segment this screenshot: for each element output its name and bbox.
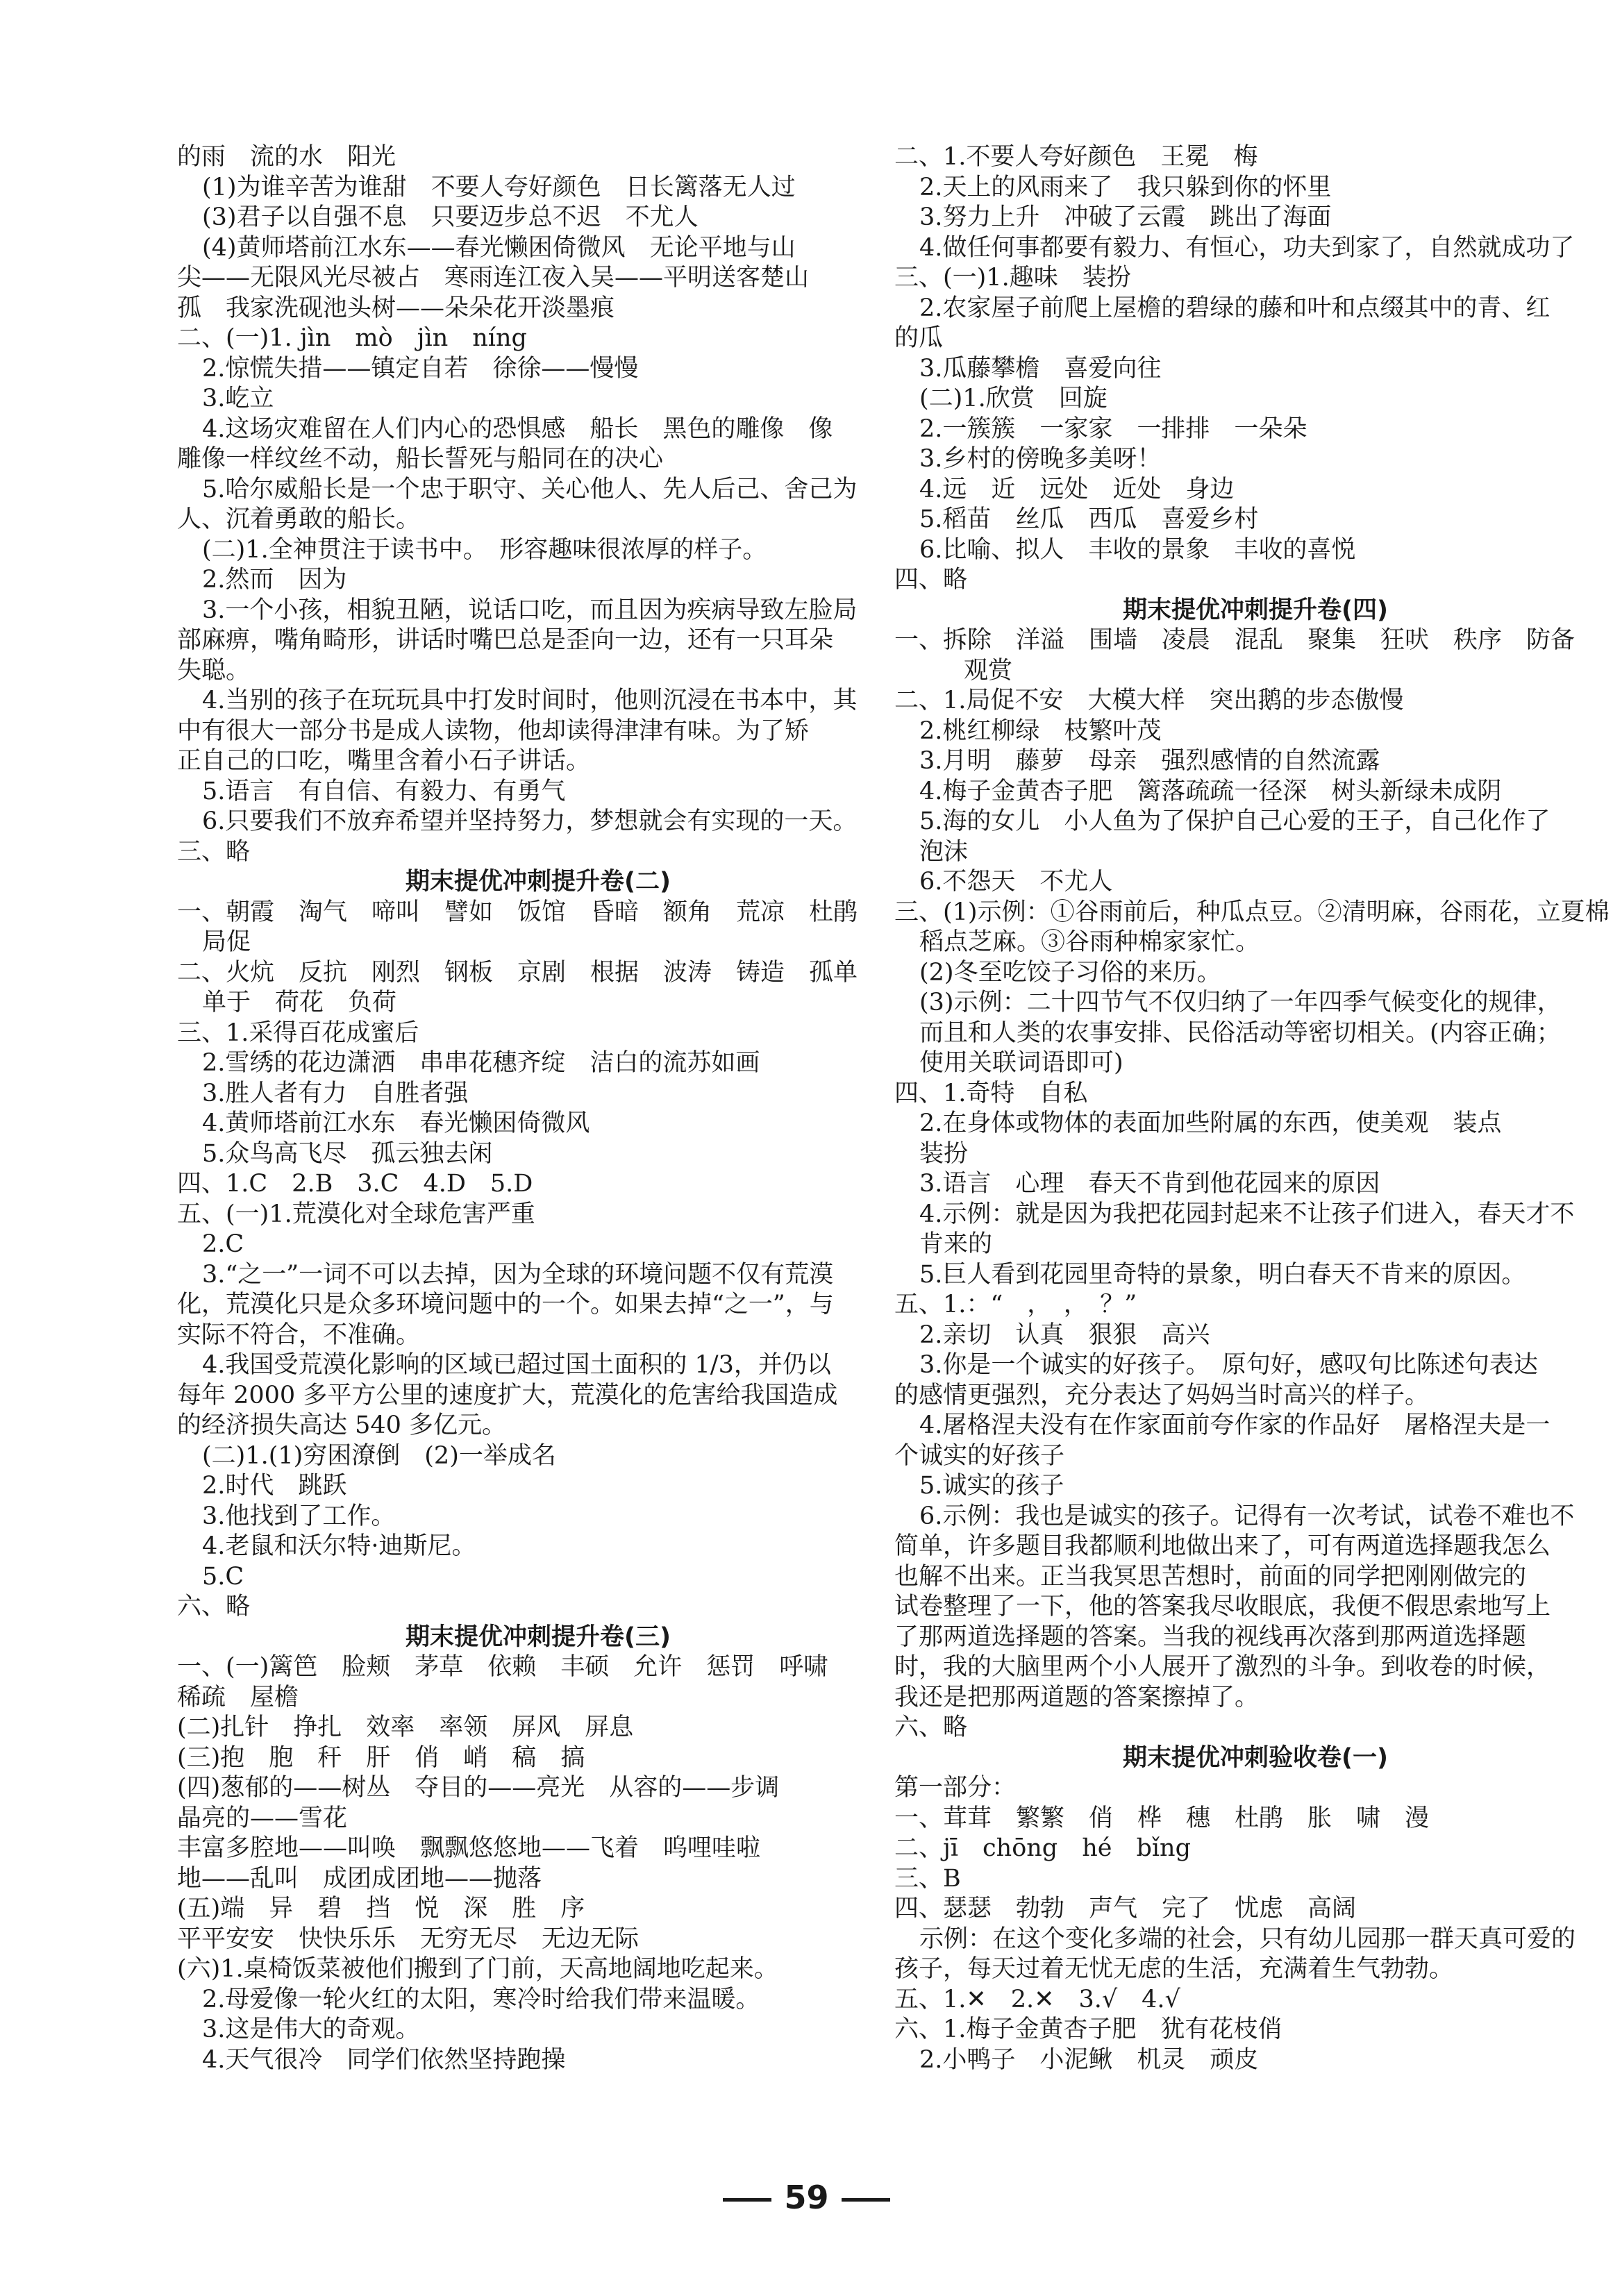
left-answer-line: 五、(一)1.荒漠化对全球危害严重 bbox=[177, 1200, 535, 1228]
left-answer-line: 地——乱叫 成团成团地——抛落 bbox=[177, 1864, 542, 1893]
left-answer-line: (二)扎针 挣扎 效率 率领 屏风 屏息 bbox=[177, 1713, 634, 1741]
right-answer-line: 3.瓜藤攀檐 喜爱向往 bbox=[919, 354, 1162, 383]
right-answer-line: 4.梅子金黄杏子肥 篱落疏疏一径深 树头新绿未成阴 bbox=[919, 777, 1502, 805]
right-answer-line: 3.乡村的傍晚多美呀！ bbox=[919, 445, 1162, 473]
left-answer-line: 3.他找到了工作。 bbox=[202, 1502, 396, 1530]
right-answer-line: 2.桃红柳绿 枝繁叶茂 bbox=[919, 717, 1162, 745]
right-answer-line: 使用关联词语即可) bbox=[919, 1049, 1123, 1077]
left-column bbox=[177, 142, 899, 2075]
right-answer-line: 简单，许多题目我都顺利地做出来了，可有两道选择题我怎么 bbox=[894, 1532, 1551, 1560]
right-answer-line: 五、1.✕ 2.✕ 3.√ 4.√ bbox=[894, 1985, 1180, 2013]
right-answer-line: 五、1.：“ ， ， ？” bbox=[894, 1291, 1137, 1318]
right-answer-line: 而且和人类的农事安排、民俗活动等密切相关。(内容正确； bbox=[919, 1019, 1561, 1047]
left-answer-line: 部麻痹，嘴角畸形，讲话时嘴巴总是歪向一边，还有一只耳朵 bbox=[177, 626, 834, 654]
right-answer-line: 试卷整理了一下，他的答案我尽收眼底，我便不假思索地写上 bbox=[894, 1593, 1551, 1620]
right-answer-line: (3)示例：二十四节气不仅归纳了一年四季气候变化的规律， bbox=[919, 989, 1562, 1016]
right-answer-line: (二)1.欣赏 回旋 bbox=[919, 385, 1108, 412]
right-column bbox=[894, 142, 1613, 2075]
page-number-text: 59 bbox=[784, 2179, 829, 2216]
left-answer-line: 三、1.采得百花成蜜后 bbox=[177, 1019, 419, 1047]
right-answer-line: 5.海的女儿 小人鱼为了保护自己心爱的王子，自己化作了 bbox=[919, 807, 1551, 835]
right-answer-line: 3.努力上升 冲破了云霞 跳出了海面 bbox=[919, 203, 1332, 231]
right-answer-line: 3.月明 藤萝 母亲 强烈感情的自然流露 bbox=[919, 747, 1380, 775]
left-answer-line: (四)葱郁的——树丛 夺目的——亮光 从容的——步调 bbox=[177, 1774, 780, 1802]
right-answer-line: 的感情更强烈，充分表达了妈妈当时高兴的样子。 bbox=[894, 1381, 1430, 1409]
left-answer-line: 单于 荷花 负荷 bbox=[202, 989, 397, 1016]
left-answer-line: 的雨 流的水 阳光 bbox=[177, 143, 396, 171]
left-answer-line: (4)黄师塔前江水东——春光懒困倚微风 无论平地与山 bbox=[202, 233, 796, 262]
right-answer-line: 6.比喻、拟人 丰收的景象 丰收的喜悦 bbox=[919, 535, 1356, 564]
left-answer-line: 正自己的口吃，嘴里含着小石子讲话。 bbox=[177, 747, 591, 775]
right-answer-line: 3.语言 心理 春天不肯到他花园来的原因 bbox=[919, 1170, 1380, 1198]
right-answer-line: 四、1.奇特 自私 bbox=[894, 1079, 1088, 1107]
right-answer-line: 四、略 bbox=[894, 566, 968, 594]
right-answer-line: 三、B bbox=[894, 1864, 961, 1893]
left-answer-line: 4.这场灾难留在人们内心的恐惧感 船长 黑色的雕像 像 bbox=[202, 414, 833, 443]
right-answer-line: 2.天上的风雨来了 我只躲到你的怀里 bbox=[919, 173, 1332, 201]
right-answer-line: 5.稻苗 丝瓜 西瓜 喜爱乡村 bbox=[919, 505, 1259, 533]
right-answer-line: 示例：在这个变化多端的社会，只有幼儿园那一群天真可爱的 bbox=[919, 1925, 1576, 1953]
left-answer-line: 中有很大一部分书是成人读物，他却读得津津有味。为了矫 bbox=[177, 717, 810, 745]
left-answer-line: 5.语言 有自信、有毅力、有勇气 bbox=[202, 777, 566, 805]
right-answer-line: 六、1.梅子金黄杏子肥 犹有花枝俏 bbox=[894, 2016, 1282, 2043]
left-answer-line: (二)1.(1)穷困潦倒 (2)一举成名 bbox=[202, 1441, 556, 1470]
right-answer-line: 三、(一)1.趣味 装扮 bbox=[894, 264, 1131, 292]
right-answer-line: 2.小鸭子 小泥鳅 机灵 顽皮 bbox=[919, 2045, 1259, 2074]
left-answer-line: 3.一个小孩，相貌丑陋，说话口吃，而且因为疾病导致左脸局 bbox=[202, 596, 858, 624]
right-answer-line: 三、(1)示例：①谷雨前后，种瓜点豆。②清明麻，谷雨花，立夏棉 bbox=[894, 898, 1610, 926]
left-answer-line: 3.这是伟大的奇观。 bbox=[202, 2016, 420, 2043]
left-answer-line: 4.我国受荒漠化影响的区域已超过国土面积的 1/3，并仍以 bbox=[202, 1351, 831, 1379]
left-answer-line: 四、1.C 2.B 3.C 4.D 5.D bbox=[177, 1170, 533, 1198]
right-answer-line: 时，我的大脑里两个小人展开了激烈的斗争。到收卷的时候， bbox=[894, 1653, 1551, 1681]
left-answer-line: 2.惊慌失措——镇定自若 徐徐——慢慢 bbox=[202, 354, 639, 383]
right-answer-line: 6.不怨天 不尤人 bbox=[919, 868, 1113, 896]
right-answer-line: 六、略 bbox=[894, 1713, 968, 1741]
right-answer-line: 四、瑟瑟 勃勃 声气 完了 忧虑 高阔 bbox=[894, 1895, 1357, 1922]
page-number-dash-left bbox=[723, 2198, 771, 2202]
left-answer-line: 实际不符合，不准确。 bbox=[177, 1321, 421, 1349]
left-answer-line: 雕像一样纹丝不动，船长誓死与船同在的决心 bbox=[177, 445, 664, 473]
left-answer-line: 2.雪绣的花边潇洒 串串花穗齐绽 洁白的流苏如画 bbox=[202, 1049, 760, 1077]
left-section-heading: 期末提优冲刺提升卷(二) bbox=[406, 868, 671, 896]
left-answer-line: 平平安安 快快乐乐 无穷无尽 无边无际 bbox=[177, 1925, 640, 1953]
page-number bbox=[0, 2179, 1613, 2216]
left-answer-line: (二)1.全神贯注于读书中。 形容趣味很浓厚的样子。 bbox=[202, 535, 767, 564]
right-answer-line: 2.一簇簇 一家家 一排排 一朵朵 bbox=[919, 414, 1307, 443]
left-answer-line: 3.“之一”一词不可以去掉，因为全球的环境问题不仅有荒漠 bbox=[202, 1260, 834, 1289]
right-answer-line: 稻点芝麻。③谷雨种棉家家忙。 bbox=[919, 928, 1260, 956]
left-answer-line: 3.胜人者有力 自胜者强 bbox=[202, 1079, 469, 1107]
left-answer-line: 2.母爱像一轮火红的太阳，寒冷时给我们带来温暖。 bbox=[202, 1985, 760, 2013]
left-section-heading: 期末提优冲刺提升卷(三) bbox=[406, 1623, 671, 1651]
left-answer-line: 失聪。 bbox=[177, 656, 251, 685]
right-answer-line: 孩子，每天过着无忧无虑的生活，充满着生气勃勃。 bbox=[894, 1955, 1454, 1983]
left-answer-line: 4.当别的孩子在玩玩具中打发时间时，他则沉浸在书本中，其 bbox=[202, 687, 858, 714]
right-answer-line: 的瓜 bbox=[894, 324, 944, 352]
right-answer-line: 了那两道选择题的答案。当我的视线再次落到那两道选择题 bbox=[894, 1623, 1527, 1651]
left-answer-line: (五)端 异 碧 挡 悦 深 胜 序 bbox=[177, 1895, 585, 1922]
left-answer-line: 4.天气很冷 同学们依然坚持跑操 bbox=[202, 2045, 566, 2074]
left-answer-line: 二、火炕 反抗 刚烈 钢板 京剧 根据 波涛 铸造 孤单 bbox=[177, 958, 858, 987]
left-answer-line: 5.哈尔威船长是一个忠于职守、关心他人、先人后己、舍己为 bbox=[202, 475, 858, 503]
right-answer-line: 一、茸茸 繁繁 俏 桦 穗 杜鹃 胀 啸 漫 bbox=[894, 1804, 1430, 1832]
left-answer-line: 二、(一)1. jìn mò jìn níng bbox=[177, 324, 527, 352]
left-answer-line: (3)君子以自强不息 只要迈步总不迟 不尤人 bbox=[202, 203, 699, 231]
right-section-heading: 期末提优冲刺验收卷(一) bbox=[1123, 1743, 1388, 1772]
left-answer-line: 5.众鸟高飞尽 孤云独去闲 bbox=[202, 1139, 493, 1168]
left-answer-line: 孤 我家洗砚池头树——朵朵花开淡墨痕 bbox=[177, 294, 615, 322]
right-answer-line: 4.屠格涅夫没有在作家面前夸作家的作品好 屠格涅夫是一 bbox=[919, 1411, 1551, 1439]
right-answer-line: 第一部分： bbox=[894, 1774, 1017, 1802]
left-answer-line: 4.老鼠和沃尔特·迪斯尼。 bbox=[202, 1532, 476, 1560]
right-answer-line: 一、拆除 洋溢 围墙 凌晨 混乱 聚集 狂吠 秩序 防备 bbox=[894, 626, 1576, 654]
right-answer-line: 4.远 近 远处 近处 身边 bbox=[919, 475, 1235, 503]
right-answer-line: 我还是把那两道题的答案擦掉了。 bbox=[894, 1683, 1260, 1711]
right-answer-line: 6.示例：我也是诚实的孩子。记得有一次考试，试卷不难也不 bbox=[919, 1502, 1575, 1530]
left-answer-line: 的经济损失高达 540 多亿元。 bbox=[177, 1411, 507, 1439]
right-answer-line: 装扮 bbox=[919, 1139, 969, 1168]
left-answer-line: 每年 2000 多平方公里的速度扩大，荒漠化的危害给我国造成 bbox=[177, 1381, 838, 1409]
right-answer-line: 2.农家屋子前爬上屋檐的碧绿的藤和叶和点缀其中的青、红 bbox=[919, 294, 1551, 322]
right-answer-line: 3.你是一个诚实的好孩子。 原句好，感叹句比陈述句表达 bbox=[919, 1351, 1538, 1379]
left-answer-line: 4.黄师塔前江水东 春光懒困倚微风 bbox=[202, 1109, 590, 1137]
left-answer-line: (三)抱 胞 秆 肝 俏 峭 稿 搞 bbox=[177, 1743, 585, 1772]
left-answer-line: (1)为谁辛苦为谁甜 不要人夸好颜色 日长篱落无人过 bbox=[202, 173, 796, 201]
right-answer-line: 4.示例：就是因为我把花园封起来不让孩子们进入，春天才不 bbox=[919, 1200, 1575, 1228]
left-answer-line: 化，荒漠化只是众多环境问题中的一个。如果去掉“之一”，与 bbox=[177, 1291, 834, 1318]
right-answer-line: 5.巨人看到花园里奇特的景象，明白春天不肯来的原因。 bbox=[919, 1260, 1526, 1289]
left-answer-line: 尖——无限风光尽被占 寒雨连江夜入吴——平明送客楚山 bbox=[177, 264, 810, 292]
right-section-heading: 期末提优冲刺提升卷(四) bbox=[1123, 596, 1388, 624]
left-answer-line: 晶亮的——雪花 bbox=[177, 1804, 348, 1832]
left-answer-line: 六、略 bbox=[177, 1593, 251, 1620]
page-number-dash-right bbox=[842, 2198, 890, 2202]
left-answer-line: (六)1.桌椅饭菜被他们搬到了门前，天高地阔地吃起来。 bbox=[177, 1955, 778, 1983]
left-answer-line: 2.时代 跳跃 bbox=[202, 1472, 347, 1500]
right-answer-line: 泡沫 bbox=[919, 837, 969, 866]
right-answer-line: 二、jī chōng hé bǐng bbox=[894, 1834, 1192, 1862]
left-answer-line: 一、(一)篱笆 脸颊 茅草 依赖 丰硕 允许 惩罚 呼啸 bbox=[177, 1653, 828, 1681]
right-answer-line: 个诚实的好孩子 bbox=[894, 1441, 1065, 1470]
right-answer-line: 肯来的 bbox=[919, 1230, 993, 1258]
left-answer-line: 6.只要我们不放弃希望并坚持努力，梦想就会有实现的一天。 bbox=[202, 807, 858, 835]
left-answer-line: 局促 bbox=[202, 928, 251, 956]
right-answer-line: 二、1.不要人夸好颜色 王冕 梅 bbox=[894, 143, 1258, 171]
right-answer-line: 也解不出来。正当我冥思苦想时，前面的同学把刚刚做完的 bbox=[894, 1562, 1527, 1591]
left-answer-line: 人、沉着勇敢的船长。 bbox=[177, 505, 421, 533]
left-answer-line: 5.C bbox=[202, 1562, 244, 1591]
right-answer-line: 观赏 bbox=[964, 656, 1013, 685]
left-answer-line: 2.C bbox=[202, 1230, 244, 1258]
right-answer-line: 二、1.局促不安 大模大样 突出鹅的步态傲慢 bbox=[894, 687, 1404, 714]
left-answer-line: 3.屹立 bbox=[202, 385, 274, 412]
left-answer-line: 稀疏 屋檐 bbox=[177, 1683, 299, 1711]
left-answer-line: 丰富多腔地——叫唤 飘飘悠悠地——飞着 呜哩哇啦 bbox=[177, 1834, 761, 1862]
left-answer-line: 一、朝霞 淘气 啼叫 譬如 饭馆 昏暗 额角 荒凉 杜鹃 bbox=[177, 898, 858, 926]
left-answer-line: 2.然而 因为 bbox=[202, 566, 347, 594]
right-answer-line: 2.在身体或物体的表面加些附属的东西，使美观 装点 bbox=[919, 1109, 1502, 1137]
left-answer-line: 三、略 bbox=[177, 837, 251, 866]
right-answer-line: 2.亲切 认真 狠狠 高兴 bbox=[919, 1321, 1210, 1349]
right-answer-line: 5.诚实的孩子 bbox=[919, 1472, 1064, 1500]
right-answer-line: (2)冬至吃饺子习俗的来历。 bbox=[919, 958, 1221, 987]
right-answer-line: 4.做任何事都要有毅力、有恒心，功夫到家了，自然就成功了 bbox=[919, 233, 1575, 262]
